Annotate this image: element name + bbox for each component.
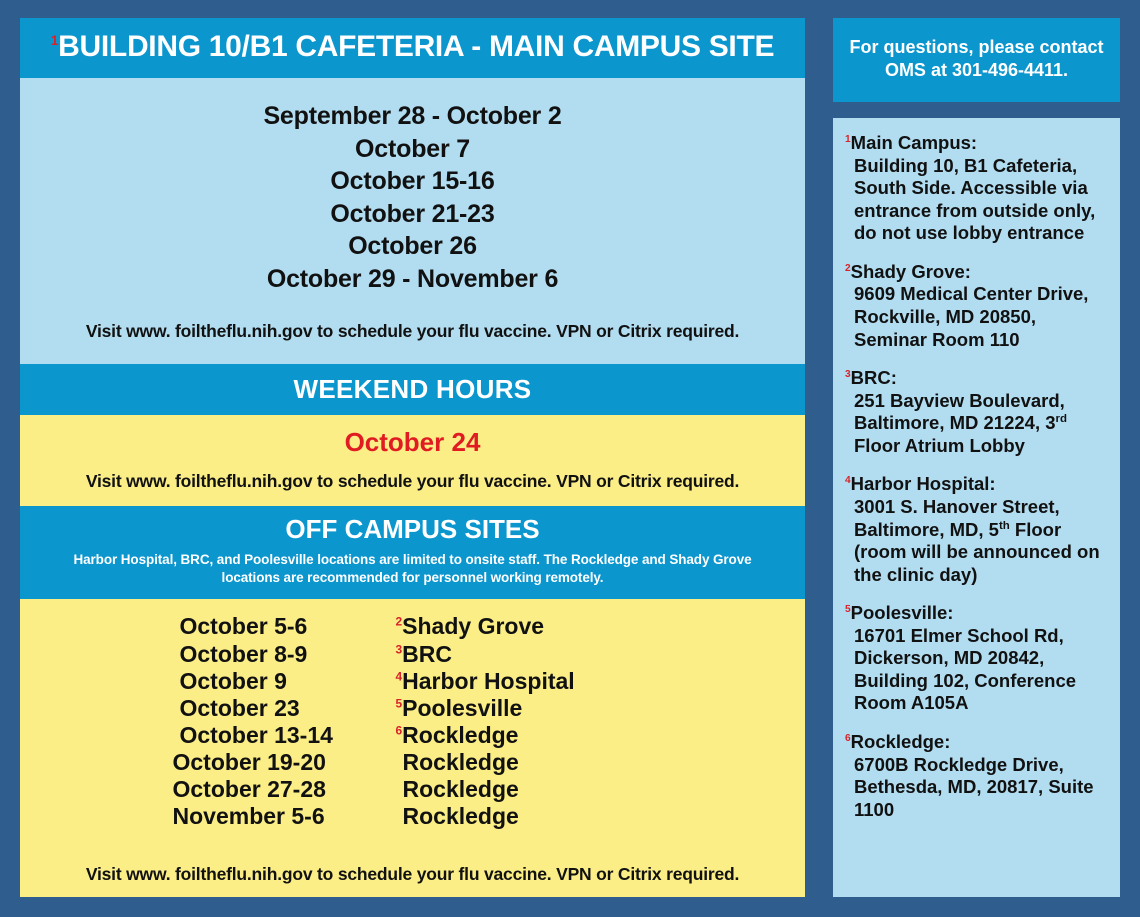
date-line: October 29 - November 6 bbox=[266, 264, 559, 293]
legend-title bbox=[845, 367, 1110, 390]
site-date: October 5-6 bbox=[179, 613, 308, 640]
site-superscript: 6 bbox=[395, 723, 403, 738]
main-campus-dates-list bbox=[20, 78, 805, 303]
site-date: October 8-9 bbox=[179, 640, 308, 667]
legend-entry bbox=[845, 731, 1110, 821]
weekend-visit-note: Visit www. foiltheflu.nih.gov to schedule your flu vaccine. VPN or Citrix required. bbox=[85, 471, 740, 491]
legend-title bbox=[845, 731, 1110, 754]
main-campus-visit-note: Visit www. foiltheflu.nih.gov to schedule your flu vaccine. VPN or Citrix required. bbox=[85, 321, 740, 341]
off-campus-site-list bbox=[20, 599, 805, 858]
site-label: Rockledge bbox=[402, 749, 519, 776]
site-date: October 23 bbox=[179, 694, 300, 721]
site-name bbox=[390, 668, 646, 695]
site-name bbox=[390, 722, 646, 749]
site-name bbox=[390, 613, 646, 640]
contact-box: For questions, please contact OMS at 301-496-4411. bbox=[833, 18, 1120, 102]
site-legend-box bbox=[833, 118, 1120, 897]
legend-entry bbox=[845, 602, 1110, 715]
legend-superscript: 6 bbox=[845, 732, 851, 744]
main-campus-title-text: BUILDING 10/B1 CAFETERIA - MAIN CAMPUS SITE bbox=[58, 30, 775, 63]
site-date: October 13-14 bbox=[179, 721, 333, 748]
legend-title-text: Main Campus: bbox=[850, 132, 978, 154]
site-superscript: 4 bbox=[395, 669, 403, 684]
site-row bbox=[20, 749, 805, 776]
legend-superscript: 4 bbox=[845, 475, 851, 487]
legend-title-text: Poolesville: bbox=[850, 602, 954, 624]
legend-body: Building 10, B1 Cafeteria, South Side. Accessible via entrance from outside only, do not use lobby entrance bbox=[854, 154, 1096, 244]
site-label: Rockledge bbox=[402, 776, 519, 803]
site-row bbox=[20, 613, 805, 640]
site-name bbox=[390, 641, 646, 668]
site-label: BRC bbox=[402, 640, 452, 667]
legend-entry bbox=[845, 132, 1110, 245]
legend-superscript: 2 bbox=[845, 262, 851, 274]
weekend-hours-date: October 24 bbox=[344, 427, 481, 457]
site-row bbox=[20, 641, 805, 668]
site-date: October 19-20 bbox=[172, 749, 326, 776]
main-campus-dates-panel bbox=[20, 78, 805, 364]
legend-title-text: Harbor Hospital: bbox=[850, 473, 996, 495]
site-name bbox=[383, 776, 653, 803]
legend-title-text: Shady Grove: bbox=[850, 260, 971, 282]
main-campus-title-banner bbox=[20, 18, 805, 78]
off-campus-visit-note: Visit www. foiltheflu.nih.gov to schedule your flu vaccine. VPN or Citrix required. bbox=[85, 864, 740, 884]
legend-title bbox=[845, 602, 1110, 625]
site-superscript: 5 bbox=[395, 696, 403, 711]
weekend-hours-heading: WEEKEND HOURS bbox=[20, 364, 805, 415]
site-row bbox=[20, 776, 805, 803]
legend-column bbox=[833, 18, 1120, 897]
site-date: November 5-6 bbox=[172, 803, 325, 830]
legend-title bbox=[845, 261, 1110, 284]
site-superscript: 3 bbox=[395, 641, 403, 656]
site-label: Harbor Hospital bbox=[402, 667, 575, 694]
site-name bbox=[383, 803, 653, 830]
legend-body: 3001 S. Hanover Street, Baltimore, MD, 5th Floor (room will be announced on the clinic day) bbox=[854, 495, 1100, 585]
legend-superscript: 5 bbox=[845, 604, 851, 616]
site-label: Rockledge bbox=[402, 803, 519, 830]
legend-body: 6700B Rockledge Drive, Bethesda, MD, 20817, Suite 1100 bbox=[854, 753, 1094, 820]
legend-body: 16701 Elmer School Rd, Dickerson, MD 20842, Building 102, Conference Room A105A bbox=[854, 624, 1077, 714]
site-label: Rockledge bbox=[402, 721, 519, 748]
legend-entry bbox=[845, 261, 1110, 351]
date-line: October 21-23 bbox=[330, 199, 495, 228]
main-schedule-column bbox=[20, 18, 805, 897]
off-campus-panel bbox=[20, 599, 805, 897]
site-row bbox=[20, 695, 805, 722]
legend-entry bbox=[845, 473, 1110, 586]
legend-superscript: 3 bbox=[845, 368, 851, 380]
site-name bbox=[390, 695, 646, 722]
main-campus-title-superscript: 1 bbox=[50, 33, 59, 48]
site-date: October 9 bbox=[179, 667, 287, 694]
site-label: Shady Grove bbox=[402, 613, 545, 640]
site-row bbox=[20, 803, 805, 830]
legend-title-text: BRC: bbox=[850, 367, 897, 389]
site-label: Poolesville bbox=[402, 694, 523, 721]
legend-superscript: 1 bbox=[845, 133, 851, 145]
site-row bbox=[20, 722, 805, 749]
off-campus-heading-banner bbox=[20, 506, 805, 599]
date-line: October 26 bbox=[348, 232, 477, 260]
weekend-hours-panel bbox=[20, 415, 805, 506]
legend-title-text: Rockledge: bbox=[850, 731, 951, 752]
off-campus-note: Harbor Hospital, BRC, and Poolesville locations are limited to onsite staff. The Rockledge and Shady Grove locations are recommended for personnel working remotely. bbox=[73, 552, 752, 586]
date-line: September 28 - October 2 bbox=[263, 102, 562, 130]
site-name bbox=[383, 749, 653, 776]
date-line: October 7 bbox=[355, 134, 470, 163]
off-campus-heading: OFF CAMPUS SITES bbox=[285, 514, 540, 544]
legend-title bbox=[845, 132, 1110, 155]
site-superscript: 2 bbox=[395, 614, 403, 629]
site-row bbox=[20, 668, 805, 695]
legend-body: 9609 Medical Center Drive, Rockville, MD 20850, Seminar Room 110 bbox=[854, 283, 1089, 350]
site-date: October 27-28 bbox=[172, 776, 326, 803]
date-line: October 15-16 bbox=[330, 167, 495, 195]
legend-entry bbox=[845, 367, 1110, 457]
legend-title bbox=[845, 473, 1110, 496]
legend-body: 251 Bayview Boulevard, Baltimore, MD 21224, 3rd Floor Atrium Lobby bbox=[854, 389, 1067, 456]
